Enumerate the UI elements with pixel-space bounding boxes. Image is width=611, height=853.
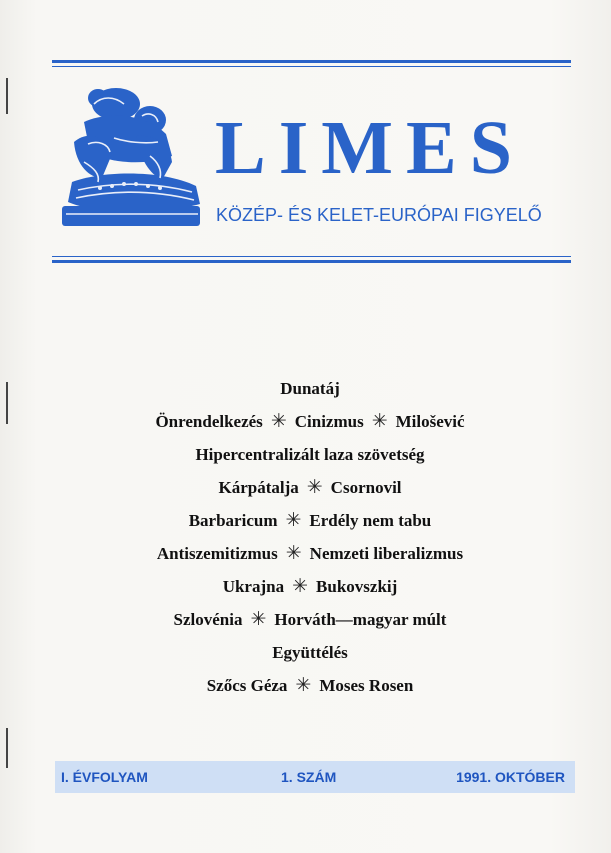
magazine-subtitle: KÖZÉP- ÉS KELET-EURÓPAI FIGYELŐ bbox=[216, 205, 542, 225]
table-of-contents bbox=[60, 372, 560, 702]
asterisk-separator-icon: ✳ bbox=[250, 609, 267, 630]
toc-entry: Kárpátalja bbox=[218, 478, 299, 497]
toc-entry: Ukrajna bbox=[222, 577, 285, 596]
asterisk-separator-icon: ✳ bbox=[292, 576, 309, 597]
toc-line bbox=[60, 504, 560, 537]
toc-line bbox=[60, 636, 560, 669]
toc-entry: Szőcs Géza bbox=[206, 676, 288, 695]
toc-entry: Szlovénia bbox=[173, 610, 243, 629]
toc-entry: Hipercentralizált laza szövetség bbox=[195, 445, 425, 464]
toc-entry: Cinizmus bbox=[294, 412, 364, 431]
toc-line bbox=[60, 471, 560, 504]
asterisk-separator-icon: ✳ bbox=[306, 477, 323, 498]
toc-entry: Dunatáj bbox=[280, 379, 340, 398]
toc-line bbox=[60, 405, 560, 438]
volume-label: I. ÉVFOLYAM bbox=[61, 769, 148, 785]
toc-line bbox=[60, 603, 560, 636]
toc-line bbox=[60, 669, 560, 702]
toc-line bbox=[60, 438, 560, 471]
issue-date: 1991. OKTÓBER bbox=[456, 769, 565, 785]
toc-entry: Milošević bbox=[395, 412, 465, 431]
toc-entry: Antiszemitizmus bbox=[156, 544, 278, 563]
binding-mark bbox=[6, 728, 8, 768]
magazine-title: LIMES bbox=[215, 106, 525, 190]
bottom-rule bbox=[52, 260, 571, 263]
toc-entry: Nemzeti liberalizmus bbox=[309, 544, 464, 563]
asterisk-separator-icon: ✳ bbox=[371, 411, 388, 432]
cherub-sculpture-icon bbox=[54, 82, 204, 230]
asterisk-separator-icon: ✳ bbox=[285, 510, 302, 531]
asterisk-separator-icon: ✳ bbox=[270, 411, 287, 432]
binding-mark bbox=[6, 382, 8, 424]
toc-line bbox=[60, 570, 560, 603]
toc-entry: Csornovil bbox=[330, 478, 402, 497]
binding-mark bbox=[6, 78, 8, 114]
asterisk-separator-icon: ✳ bbox=[295, 675, 312, 696]
toc-entry: Moses Rosen bbox=[319, 676, 414, 695]
bottom-rule-thin bbox=[52, 256, 571, 257]
toc-line bbox=[60, 537, 560, 570]
toc-entry: Önrendelkezés bbox=[155, 412, 263, 431]
toc-entry: Horváth—magyar múlt bbox=[274, 610, 447, 629]
top-rule-thin bbox=[52, 66, 571, 67]
toc-entry: Erdély nem tabu bbox=[309, 511, 432, 530]
toc-entry: Együttélés bbox=[272, 643, 348, 662]
top-rule bbox=[52, 60, 571, 63]
asterisk-separator-icon: ✳ bbox=[285, 543, 302, 564]
issue-number: 1. SZÁM bbox=[281, 769, 337, 785]
issue-footer bbox=[55, 761, 575, 793]
toc-entry: Bukovszkij bbox=[316, 577, 398, 596]
toc-entry: Barbaricum bbox=[188, 511, 278, 530]
toc-line bbox=[60, 372, 560, 405]
